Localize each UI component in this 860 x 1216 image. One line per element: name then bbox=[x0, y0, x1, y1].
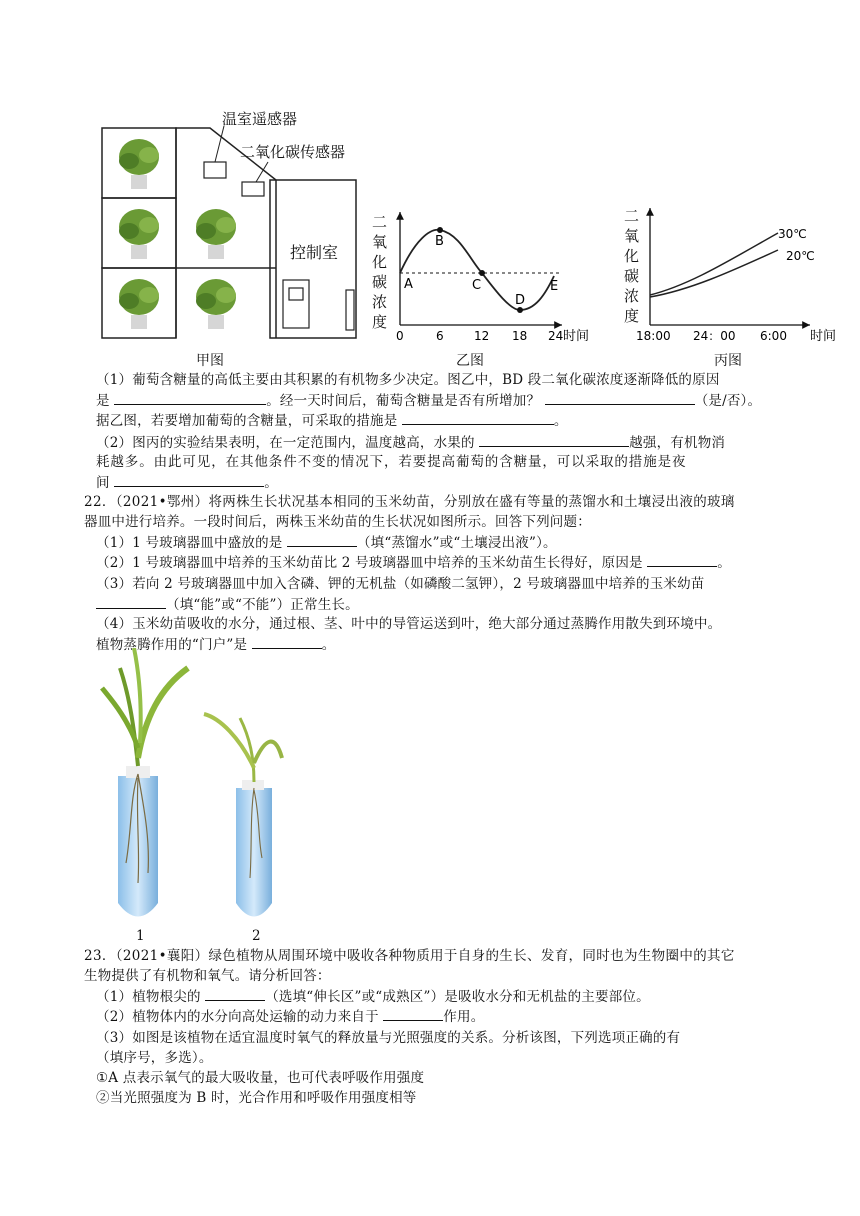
q22-s4-line1: （4）玉米幼苗吸收的水分，通过根、茎、叶中的导管运送到叶，绝大部分通过蒸腾作用散失到环境中。 bbox=[96, 616, 722, 632]
q22-head2: 器皿中进行培养。一段时间后，两株玉米幼苗的生长状况如图所示。回答下列问题： bbox=[84, 514, 591, 530]
q23-option-2: ②当光照强度为 B 时，光合作用和呼吸作用强度相等 bbox=[96, 1090, 417, 1106]
q23-head: 23．（2021•襄阳）绿色植物从周围环境中吸收各种物质用于自身的生长、发育，同时也为生物圈中的其它 bbox=[84, 948, 735, 964]
q23-s1: （1）植物根尖的 （选填“伸长区”或“成熟区”）是吸收水分和无机盐的主要部位。 bbox=[96, 986, 650, 1007]
point-label-e: E bbox=[550, 279, 559, 294]
answer-blank[interactable] bbox=[96, 594, 166, 609]
answer-blank[interactable] bbox=[545, 390, 695, 405]
answer-blank[interactable] bbox=[383, 1006, 443, 1021]
q22-s1: （1）1 号玻璃器皿中盛放的是 （填“蒸馏水”或“土壤浸出液”）。 bbox=[96, 532, 557, 553]
q23-s3-line1: （3）如图是该植物在适宜温度时氧气的释放量与光照强度的关系。分析该图，下列选项正确的有 bbox=[96, 1030, 681, 1046]
series-label-30c: 30℃ bbox=[778, 227, 807, 241]
answer-blank[interactable] bbox=[205, 986, 265, 1001]
figure-caption-jia: 甲图 bbox=[196, 353, 224, 369]
q21-p1-line1: （1）葡萄含糖量的高低主要由其积累的有机物多少决定。图乙中，BD 段二氧化碳浓度逐渐降低的原因 bbox=[96, 372, 720, 388]
tick-12: 12 bbox=[474, 329, 490, 343]
control-room-label: 控制室 bbox=[290, 243, 339, 262]
chart-yi bbox=[370, 200, 600, 350]
chart-bing bbox=[620, 200, 850, 350]
sensor-co2-label: 二氧化碳传感器 bbox=[240, 143, 346, 161]
tick-0: 0 bbox=[396, 329, 404, 343]
answer-blank[interactable] bbox=[402, 410, 554, 425]
point-label-a: A bbox=[404, 277, 413, 292]
tube-label-1: 1 bbox=[136, 928, 145, 944]
plant-icon bbox=[119, 139, 236, 329]
point-label-d: D bbox=[515, 293, 526, 308]
figure-caption-bing: 丙图 bbox=[714, 353, 742, 369]
point-label-c: C bbox=[472, 278, 482, 293]
y-axis-label-yi: 二氧化碳浓度 bbox=[372, 213, 388, 331]
point-label-b: B bbox=[435, 234, 444, 249]
x-axis-label: 时间 bbox=[810, 329, 837, 344]
corn-seedlings-image bbox=[100, 648, 300, 938]
sensor-remote-label: 温室遥感器 bbox=[222, 110, 298, 128]
q23-s2: （2）植物体内的水分向高处运输的动力来自于 作用。 bbox=[96, 1006, 484, 1027]
series-label-20c: 20℃ bbox=[786, 249, 815, 263]
figure-caption-yi: 乙图 bbox=[456, 353, 484, 369]
q22-s2: （2）1 号玻璃器皿中培养的玉米幼苗比 2 号玻璃器皿中培养的玉米幼苗生长得好，原因是 。 bbox=[96, 552, 731, 573]
tick-1800: 18:00 bbox=[636, 329, 671, 343]
q22-s3-line2: （填“能”或“不能”）正常生长。 bbox=[96, 594, 359, 615]
answer-blank[interactable] bbox=[479, 432, 629, 447]
q23-head2: 生物提供了有机物和氧气。请分析回答： bbox=[84, 968, 331, 984]
q22-s3-line1: （3）若向 2 号玻璃器皿中加入含磷、钾的无机盐（如磷酸二氢钾），2 号玻璃器皿中培养的玉米幼苗 bbox=[96, 576, 705, 592]
answer-blank[interactable] bbox=[114, 472, 264, 487]
tick-600: 6:00 bbox=[760, 329, 787, 343]
q22-head: 22．（2021•鄂州）将两株生长状况基本相同的玉米幼苗，分别放在盛有等量的蒸馏水和土壤浸出液的玻璃 bbox=[84, 494, 735, 510]
q23-s3-line2: （填序号，多选）。 bbox=[96, 1050, 213, 1066]
q22-s4-line2: 植物蒸腾作用的“门户”是 。 bbox=[96, 634, 335, 655]
answer-blank[interactable] bbox=[114, 390, 266, 405]
q21-p2-line2: 耗越多。由此可见，在其他条件不变的情况下，若要提高葡萄的含糖量，可以采取的措施是夜 bbox=[96, 454, 687, 470]
q21-p1-line2: 是 。经一天时间后，葡萄含糖量是否有所增加？ （是/否）。 bbox=[96, 390, 761, 411]
q21-p1-line3: 据乙图，若要增加葡萄的含糖量，可采取的措施是 。 bbox=[96, 410, 568, 431]
x-axis-label: 时间 bbox=[563, 329, 590, 344]
tick-6: 6 bbox=[436, 329, 444, 343]
q21-p2-line3: 间 。 bbox=[96, 472, 278, 493]
tick-2400: 24：00 bbox=[693, 329, 736, 343]
answer-blank[interactable] bbox=[647, 552, 717, 567]
q23-option-1: ①A 点表示氧气的最大吸收量，也可代表呼吸作用强度 bbox=[96, 1070, 425, 1086]
q21-p2-line1: （2）图丙的实验结果表明，在一定范围内，温度越高，水果的 越强，有机物消 bbox=[96, 432, 725, 453]
tick-18: 18 bbox=[512, 329, 528, 343]
tube-label-2: 2 bbox=[252, 928, 261, 944]
answer-blank[interactable] bbox=[287, 532, 357, 547]
tick-24: 24 bbox=[548, 329, 564, 343]
answer-blank[interactable] bbox=[252, 634, 322, 649]
y-axis-label-bing: 二氧化碳浓度 bbox=[624, 207, 640, 325]
